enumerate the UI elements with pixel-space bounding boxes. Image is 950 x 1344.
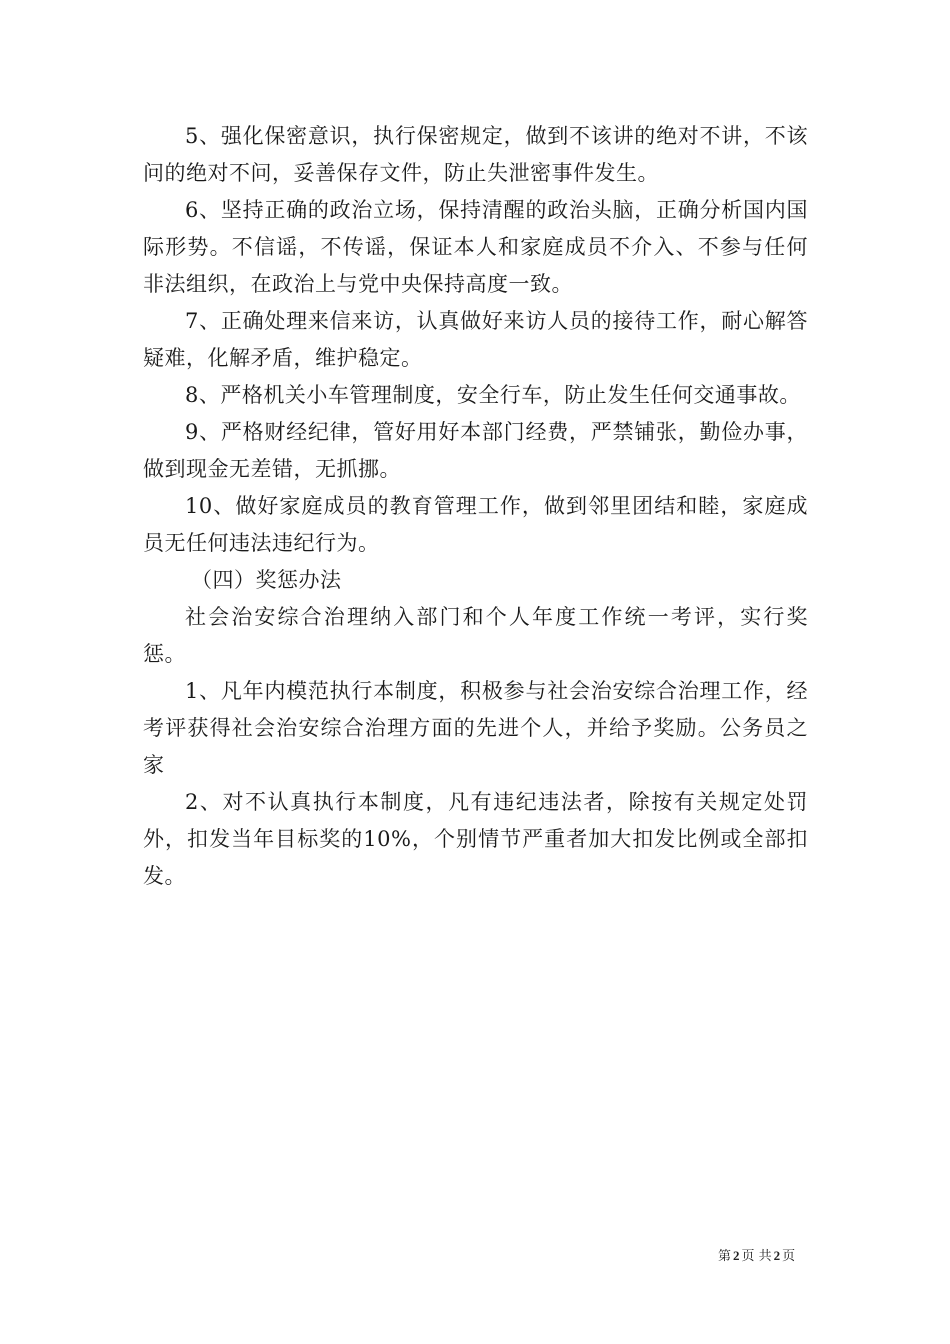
- paragraph-item-10: 10、做好家庭成员的教育管理工作，做到邻里团结和睦，家庭成员无任何违法违纪行为。: [143, 494, 808, 555]
- section-heading-rewards: （四）奖惩办法: [191, 568, 342, 592]
- footer-total-pages: 2: [773, 1248, 781, 1263]
- paragraph-item-6: 6、坚持正确的政治立场，保持清醒的政治头脑，正确分析国内国际形势。不信谣，不传谣，保证本人和家庭成员不介入、不参与任何非法组织，在政治上与党中央保持高度一致。: [143, 198, 808, 296]
- footer-current-page: 2: [733, 1248, 740, 1263]
- page-footer: [718, 1248, 795, 1265]
- paragraph-rewards-intro: 社会治安综合治理纳入部门和个人年度工作统一考评，实行奖惩。: [143, 605, 808, 666]
- paragraph-item-7: 7、正确处理来信来访，认真做好来访人员的接待工作，耐心解答疑难，化解矛盾，维护稳定。: [143, 309, 808, 370]
- paragraph-item-5: 5、强化保密意识，执行保密规定，做到不该讲的绝对不讲，不该问的绝对不问，妥善保存文件，防止失泄密事件发生。: [143, 124, 808, 185]
- footer-suffix: 页: [782, 1249, 796, 1264]
- footer-prefix: 第: [718, 1249, 732, 1264]
- paragraph-reward-item-1: 1、凡年内模范执行本制度，积极参与社会治安综合治理工作，经考评获得社会治安综合治理方面的先进个人，并给予奖励。公务员之家: [143, 679, 808, 777]
- document-body: [143, 118, 808, 895]
- footer-middle: 页 共: [741, 1249, 772, 1264]
- paragraph-item-8: 8、严格机关小车管理制度，安全行车，防止发生任何交通事故。: [185, 383, 801, 407]
- paragraph-item-9: 9、严格财经纪律，管好用好本部门经费，严禁铺张，勤俭办事，做到现金无差错，无抓挪。: [143, 420, 808, 481]
- paragraph-reward-item-2: 2、对不认真执行本制度，凡有违纪违法者，除按有关规定处罚外，扣发当年目标奖的10%，个别情节严重者加大扣发比例或全部扣发。: [143, 790, 808, 888]
